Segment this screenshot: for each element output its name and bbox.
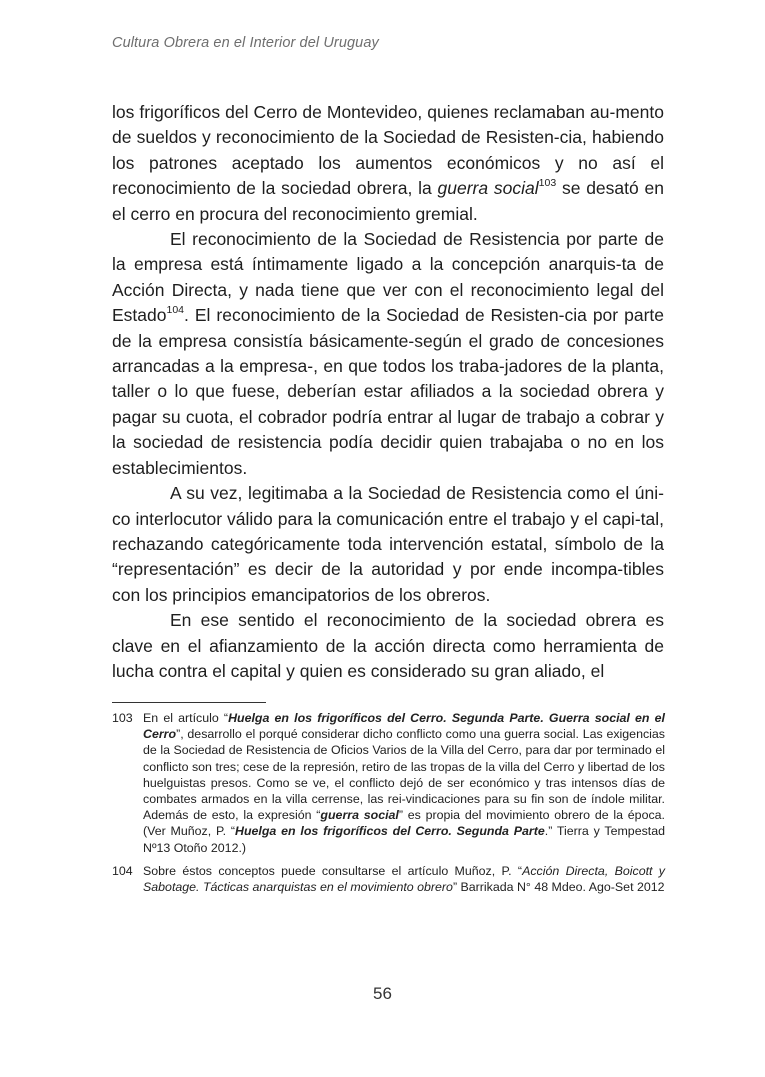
- article-title: Huelga en los frigoríficos del Cerro. Segunda Parte: [235, 824, 545, 839]
- paragraph: En ese sentido el reconocimiento de la sociedad obrera es clave en el afianzamiento de la acción directa como herramienta de lucha contra el capital y quien es considerado su gran aliado, el: [112, 610, 664, 681]
- footnote-103: [112, 710, 665, 856]
- footnote-ref-103[interactable]: 103: [538, 177, 557, 190]
- footnote-number: 104: [112, 863, 133, 878]
- paragraph: A su vez, legitimaba a la Sociedad de Resistencia como el úni-co interlocutor válido para la comunicación entre el trabajo y el capi-tal, rechazando categóricamente toda intervención estatal, símbolo de la “representación” es decir de la autoridad y por ende incompa-tibles con los principios emancipatorios de los obreros.: [112, 483, 664, 605]
- footnote-ref-104[interactable]: 104: [166, 304, 185, 317]
- footnote-number: 103: [112, 711, 133, 725]
- paragraph-text: El reconocimiento de la Sociedad de Resistencia por parte de la empresa está íntimamente ligado a la concepción anarquis-ta de Acción Directa, y nada tiene que ver con el reconocimiento legal del Estado: [112, 229, 664, 326]
- paragraph-text: . El reconocimiento de la Sociedad de Resisten-cia por parte de la empresa consistía básicamente-según el grado de concesiones arrancadas a la empresa-, en que todos los traba-jadores de la planta, taller o lo que fuese, deberían estar afiliados a la sociedad obrera y pagar su cuota, el cobrador podría entrar al lugar de trabajo a cobrar y la sociedad de resistencia podía decidir quien trabajaba o no en los establecimientos.: [112, 305, 664, 478]
- paragraph-text: se desató en el cerro en procura del reconocimiento gremial.: [112, 178, 664, 224]
- italic-term: guerra social: [437, 178, 539, 199]
- paragraph-text: los frigoríficos del Cerro de Montevideo, quienes reclamaban au-mento de sueldos y reconocimiento de la Sociedad de Resisten-cia, habiendo los patrones aceptado los aumentos económicos y no así el reconocimiento de la sociedad obrera, la: [112, 102, 664, 199]
- body-text: [112, 100, 664, 684]
- page-number: 56: [373, 984, 392, 1003]
- paragraph: [112, 227, 664, 481]
- footnote-text: .” Tierra y Tempestad Nº13 Otoño 2012.): [143, 824, 666, 855]
- footnote-text: ” Barrikada N° 48 Mdeo. Ago-Set 2012: [452, 880, 665, 895]
- footnote-text: Sobre éstos conceptos puede consultarse el artículo Muñoz, P. “: [143, 863, 523, 878]
- article-title: Acción Directa, Boicott y Sabotage. Tácticas anarquistas en el movimiento obrero: [143, 863, 665, 895]
- footnote-text: En el artículo “: [143, 711, 229, 725]
- emphasized-term: guerra social: [320, 808, 399, 823]
- article-title: Huelga en los frigoríficos del Cerro. Segunda Parte. Guerra social en el Cerro: [143, 711, 665, 742]
- footnote-104: [112, 863, 665, 895]
- footnote-text: ” es propia del movimiento obrero de la época. (Ver Muñoz, P. “: [143, 808, 665, 839]
- footnotes: [112, 710, 665, 902]
- footnote-text: ”, desarrollo el porqué considerar dicho conflicto como una guerra social. Las exigencias de la Sociedad de Resistencia de Oficios Varios de la Villa del Cerro, para dar por terminado el conflicto son tres; cese de la represión, retiro de las tropas de la villa del Cerro y libertad de los huelguistas presos. Como se ve, el conflicto dejó de ser económico y tras intensos días de combates armados en la villa cerrense, las rei-vindicaciones para su fin son de índole militar. Además de esto, la expresión “: [143, 727, 665, 823]
- footnote-separator: [112, 702, 266, 703]
- running-header: Cultura Obrera en el Interior del Uruguay: [112, 35, 379, 51]
- paragraph: [112, 100, 664, 227]
